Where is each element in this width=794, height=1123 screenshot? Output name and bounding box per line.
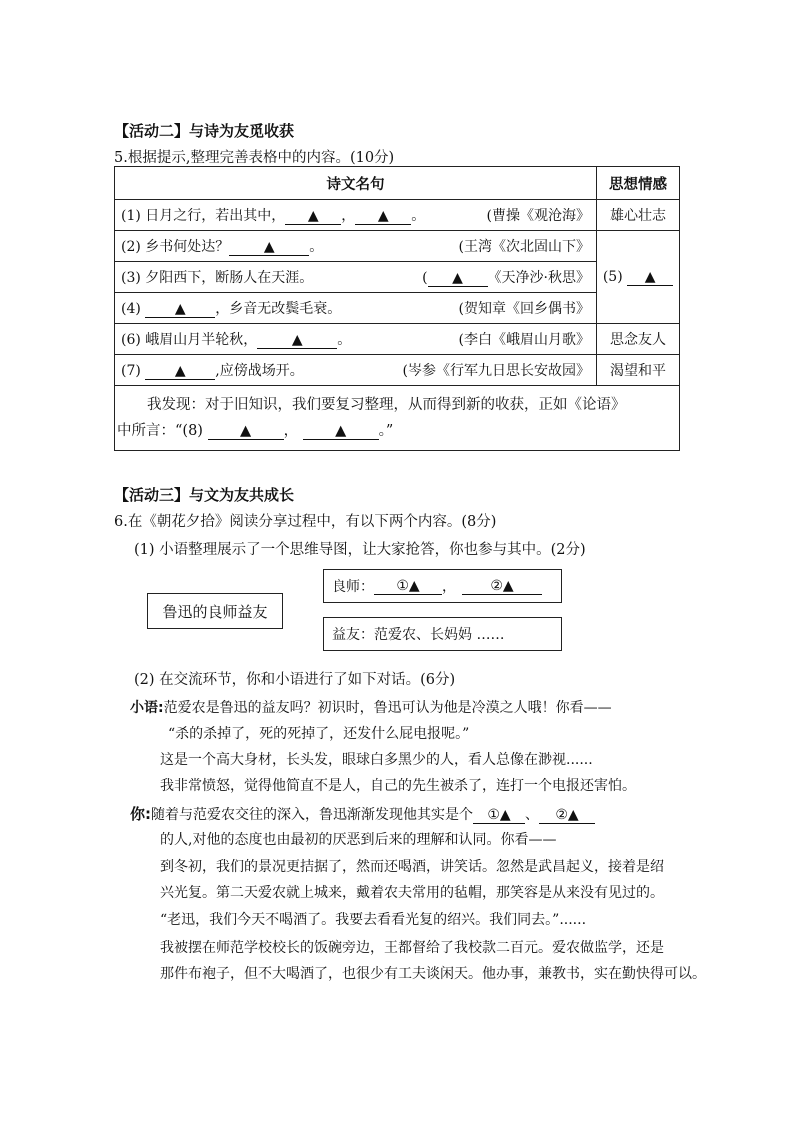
answer-blank[interactable]: ①▲ bbox=[473, 807, 525, 824]
table-row bbox=[115, 231, 680, 262]
row1-source: (曹操《观沧海》 bbox=[486, 208, 590, 224]
activity-three-title: 【活动三】与文为友共成长 bbox=[114, 486, 295, 504]
row3-line: (3) 夕阳西下，断肠人在天涯。 bbox=[121, 270, 314, 286]
emotion-5-label: (5) bbox=[602, 268, 623, 285]
table-row bbox=[115, 324, 680, 355]
answer-blank[interactable]: ▲ bbox=[257, 332, 337, 349]
found-line-2: 中所言：“(8) ▲ ， ▲ 。” bbox=[117, 423, 394, 439]
table-row bbox=[115, 293, 680, 324]
poem-table bbox=[114, 166, 680, 451]
header-poem-lines: 诗文名句 bbox=[115, 167, 597, 200]
speaker-you: 你: bbox=[130, 805, 151, 823]
answer-blank[interactable]: ②▲ bbox=[462, 578, 542, 595]
answer-blank[interactable]: ▲ bbox=[229, 239, 309, 256]
answer-blank[interactable]: ▲ bbox=[355, 208, 411, 225]
question-5-prompt: 5.根据提示,整理完善表格中的内容。(10分) bbox=[114, 150, 395, 166]
row2-line: (2) 乡书何处达？ ▲ 。 bbox=[121, 239, 324, 255]
you-line-2: 的人,对他的态度也由最初的厌恶到后来的理解和认同。你看—— bbox=[160, 832, 557, 848]
question-6-2-prompt: (2) 在交流环节，你和小语进行了如下对话。(6分) bbox=[134, 672, 456, 688]
row1-emotion: 雄心壮志 bbox=[597, 200, 680, 231]
merged-emotion-cell bbox=[597, 231, 680, 324]
row7-emotion: 渴望和平 bbox=[597, 355, 680, 386]
answer-blank[interactable]: ①▲ bbox=[374, 578, 442, 595]
answer-blank[interactable]: ▲ bbox=[428, 270, 488, 287]
answer-blank[interactable]: ▲ bbox=[145, 301, 215, 318]
quote-line: 这是一个高大身材，长头发，眼球白多黑少的人，看人总像在渺视...... bbox=[160, 752, 593, 768]
answer-blank[interactable]: ▲ bbox=[303, 423, 379, 440]
answer-blank[interactable]: ▲ bbox=[208, 423, 284, 440]
quote-line: 那件布袍子，但不大喝酒了，也很少有工夫谈闲天。他办事，兼教书，实在勤快得可以。 bbox=[160, 966, 706, 982]
header-emotion: 思想情感 bbox=[597, 167, 680, 200]
row4-line: (4) ▲ ，乡音无改鬓毛衰。 bbox=[121, 301, 342, 317]
quote-line: “老迅，我们今天不喝酒了。我要去看看光复的绍兴。我们同去。”...... bbox=[160, 912, 587, 928]
teacher-separator: ， bbox=[442, 579, 456, 595]
row6-line: (6) 峨眉山月半轮秋， ▲ 。 bbox=[121, 332, 352, 348]
answer-blank[interactable]: ▲ bbox=[285, 208, 341, 225]
question-6-prompt: 6.在《朝花夕拾》阅读分享过程中，有以下两个内容。(8分) bbox=[114, 514, 497, 530]
answer-blank[interactable]: ▲ bbox=[627, 269, 673, 286]
row2-source: (王湾《次北固山下》 bbox=[458, 239, 590, 255]
quote-line: 到冬初，我们的景况更拮据了，然而还喝酒，讲笑话。忽然是武昌起义，接着是绍 bbox=[160, 859, 664, 875]
table-row bbox=[115, 386, 680, 451]
quote-line: “杀的杀掉了，死的死掉了，还发什么屁电报呢。” bbox=[168, 726, 470, 742]
answer-blank[interactable]: ▲ bbox=[145, 363, 215, 380]
you-line: 你:随着与范爱农交往的深入，鲁迅渐渐发现他其实是个 ①▲ 、 ②▲ bbox=[130, 803, 595, 824]
row3-source: ( ▲ 《天净沙·秋思》 bbox=[422, 270, 590, 286]
row6-emotion: 思念友人 bbox=[597, 324, 680, 355]
question-6-1-prompt: (1) 小语整理展示了一个思维导图，让大家抢答，你也参与其中。(2分) bbox=[134, 542, 586, 558]
mindmap-root: 鲁迅的良师益友 bbox=[147, 593, 283, 629]
speaker-xiaoyu: 小语: bbox=[130, 700, 164, 716]
mindmap-friend-node: 益友：范爱农、长妈妈 …… bbox=[323, 617, 562, 651]
row7-source: (岑参《行军九日思长安故园》 bbox=[402, 363, 590, 379]
row1-line: (1) 日月之行，若出其中， ▲ ， ▲ 。 bbox=[121, 208, 426, 224]
quote-line: 我被摆在师范学校校长的饭碗旁边，王都督给了我校款二百元。爱农做监学，还是 bbox=[160, 940, 664, 956]
quote-line: 我非常愤怒，觉得他简直不是人，自己的先生被杀了，连打一个电报还害怕。 bbox=[160, 778, 636, 794]
activity-two-title: 【活动二】与诗为友觅收获 bbox=[114, 122, 295, 140]
row6-source: (李白《峨眉山月歌》 bbox=[458, 332, 590, 348]
table-row bbox=[115, 262, 680, 293]
row7-line: (7) ▲ ,应傍战场开。 bbox=[121, 363, 304, 379]
teacher-label: 良师： bbox=[332, 579, 374, 595]
xiaoyu-line: 小语:范爱农是鲁迅的益友吗？初识时，鲁迅可认为他是冷漠之人哦！你看—— bbox=[130, 700, 612, 716]
quote-line: 兴光复。第二天爱农就上城来，戴着农夫常用的毡帽，那笑容是从来没有见过的。 bbox=[160, 885, 664, 901]
table-row bbox=[115, 355, 680, 386]
table-row bbox=[115, 200, 680, 231]
answer-blank[interactable]: ②▲ bbox=[539, 807, 595, 824]
row4-source: (贺知章《回乡偶书》 bbox=[458, 301, 590, 317]
mindmap-teacher-node bbox=[323, 569, 562, 603]
found-line-1: 我发现：对于旧知识，我们要复习整理，从而得到新的收获，正如《论语》 bbox=[147, 397, 626, 413]
